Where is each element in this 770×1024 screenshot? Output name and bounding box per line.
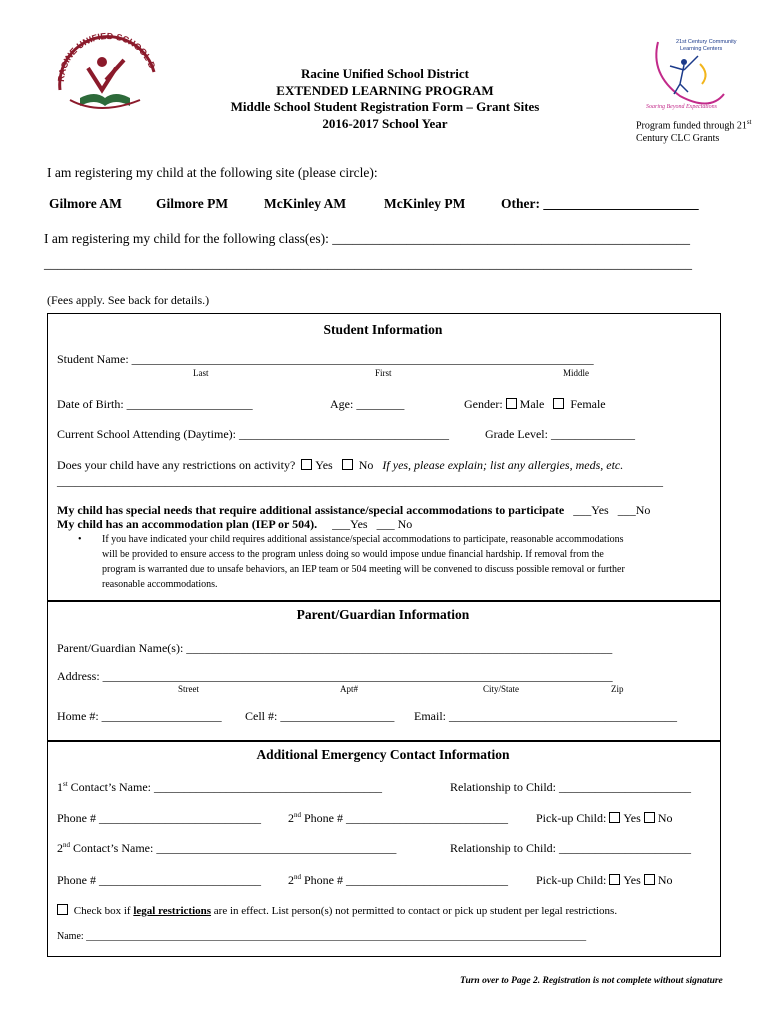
accommodation-bullet: [78, 532, 625, 592]
address-apt-label: Apt#: [340, 684, 358, 694]
class-prompt[interactable]: I am registering my child for the following class(es): _____________________________________________________: [44, 231, 691, 246]
pickup1-no-checkbox[interactable]: [644, 812, 655, 823]
title-line-2: EXTENDED LEARNING PROGRAM: [276, 82, 494, 98]
school-field[interactable]: Current School Attending (Daytime): ___________________________________: [57, 427, 449, 441]
cclc-logo-line-3: Soaring Beyond Expectations: [646, 104, 717, 110]
bullet-line-2: will be provided to ensure access to the program unless doing so would impose undue financial hardship. If removal from the: [102, 549, 604, 560]
restrictions-no-label: No: [358, 458, 374, 472]
restrictions-row: [57, 458, 623, 473]
restrictions-question: Does your child have any restrictions on activity?: [57, 458, 296, 472]
email-field[interactable]: Email: ______________________________________: [414, 709, 677, 723]
pickup1-row: [536, 811, 672, 826]
cclc-logo-line-2: Learning Centers: [680, 46, 723, 52]
title-line-1: Racine Unified School District: [301, 66, 469, 81]
phone2-field[interactable]: [288, 811, 508, 826]
contact2-num: 2: [57, 841, 63, 855]
contact2-phone2-num: 2: [288, 873, 294, 887]
restrictions-no-checkbox[interactable]: [342, 459, 353, 470]
special-needs-no[interactable]: ___No: [617, 503, 651, 517]
special-needs-text: My child has special needs that require additional assistance/special accommodations to participate: [57, 503, 565, 517]
cclc-logo: [640, 34, 737, 112]
phone2-num: 2: [288, 811, 294, 825]
funding-note-sup: st: [746, 118, 752, 126]
title-line-3: Middle School Student Registration Form – Grant Sites: [230, 99, 540, 114]
title-line-4: 2016-2017 School Year: [322, 115, 448, 131]
pickup1-yes-checkbox[interactable]: [609, 812, 620, 823]
pickup2-label: Pick-up Child:: [536, 873, 607, 887]
funding-note-line-1: Program funded through 21: [636, 120, 747, 132]
legal-name-field[interactable]: Name: ____________________________________________________________________________________________________: [57, 931, 587, 942]
address-street-label: Street: [178, 684, 199, 694]
gender-male-label: Male: [519, 397, 545, 411]
class-line-2[interactable]: ________________________________________________________________________________________________: [44, 256, 692, 271]
site-prompt: I am registering my child at the following site (please circle):: [47, 165, 378, 180]
accommodation-plan-no[interactable]: ___ No: [376, 517, 413, 531]
address-field[interactable]: Address: _____________________________________________________________________________________: [57, 669, 613, 683]
dob-field[interactable]: Date of Birth: _____________________: [57, 397, 253, 411]
grade-field[interactable]: Grade Level: ______________: [485, 427, 635, 441]
contact2-phone2-sup: nd: [294, 873, 301, 881]
fees-note: (Fees apply. See back for details.): [47, 293, 210, 307]
restrictions-line[interactable]: _____________________________________________________________________________________________________: [57, 474, 663, 488]
phone2-label: Phone # ___________________________: [304, 811, 508, 825]
site-option-mckinley-am[interactable]: McKinley AM: [264, 196, 347, 211]
accommodation-plan-text: My child has an accommodation plan (IEP or 504).: [57, 517, 318, 531]
pickup1-label: Pick-up Child:: [536, 811, 607, 825]
site-option-other[interactable]: Other: _______________________: [501, 196, 699, 211]
contact1-name-field[interactable]: [57, 780, 382, 795]
cclc-logo-line-1: 21st Century Community: [676, 39, 737, 45]
contact2-phone1-field[interactable]: Phone # ___________________________: [57, 873, 261, 887]
rusd-logo: [50, 20, 162, 120]
site-option-mckinley-pm[interactable]: McKinley PM: [384, 196, 466, 211]
relationship2-field[interactable]: Relationship to Child: ______________________: [450, 841, 692, 855]
pickup1-yes-label: Yes: [623, 811, 641, 825]
gender-female-label: Female: [570, 397, 606, 411]
gender-male-checkbox[interactable]: [506, 398, 517, 409]
svg-text:RACINE UNIFIED SCHOOL DISTRICT: [50, 20, 157, 82]
legal-post: are in effect. List person(s) not permitted to contact or pick up student per legal restrictions.: [213, 905, 618, 917]
parent-name-field[interactable]: Parent/Guardian Name(s): _______________________________________________________________________: [57, 641, 613, 655]
legal-restrictions-checkbox[interactable]: [57, 904, 68, 915]
student-name-middle-label: Middle: [563, 368, 589, 378]
contact2-name-field[interactable]: [57, 841, 396, 856]
home-phone-field[interactable]: Home #: ____________________: [57, 709, 222, 723]
bullet-icon: •: [78, 534, 82, 545]
accommodation-plan-row: [57, 517, 412, 532]
site-option-gilmore-am[interactable]: Gilmore AM: [49, 196, 122, 211]
pickup2-yes-label: Yes: [623, 873, 641, 887]
bullet-line-4: reasonable accommodations.: [102, 579, 218, 590]
rusd-logo-text: RACINE UNIFIED SCHOOL D: [55, 30, 158, 83]
address-city-label: City/State: [483, 684, 519, 694]
restrictions-yes-checkbox[interactable]: [301, 459, 312, 470]
emergency-heading: Additional Emergency Contact Information: [256, 747, 510, 762]
footer-note: Turn over to Page 2. Registration is not complete without signature: [460, 976, 723, 986]
legal-restrictions-row: [57, 904, 617, 917]
site-option-gilmore-pm[interactable]: Gilmore PM: [156, 196, 229, 211]
gender-female-checkbox[interactable]: [553, 398, 564, 409]
cell-phone-field[interactable]: Cell #: ___________________: [245, 709, 395, 723]
restrictions-explain: If yes, please explain; list any allergies, meds, etc.: [382, 458, 624, 472]
contact1-sup: st: [63, 780, 68, 788]
restrictions-yes-label: Yes: [315, 458, 333, 472]
student-info-heading: Student Information: [323, 322, 443, 337]
special-needs-row: [57, 503, 650, 518]
pickup2-yes-checkbox[interactable]: [609, 874, 620, 885]
bullet-line-1: If you have indicated your child requires additional assistance/special accommodations to participate, reasonable accommodations: [102, 534, 624, 545]
contact2-phone2-label: Phone # ___________________________: [304, 873, 508, 887]
pickup2-no-checkbox[interactable]: [644, 874, 655, 885]
funding-note-line-2: Century CLC Grants: [636, 132, 720, 144]
contact2-label: Contact’s Name: ________________________________________: [73, 841, 397, 855]
gender-field: [464, 397, 606, 412]
parent-info-heading: Parent/Guardian Information: [296, 607, 470, 622]
pickup1-no-label: No: [657, 811, 673, 825]
gender-label: Gender:: [464, 397, 503, 411]
bullet-line-3: program is warranted due to unsafe behaviors, an IEP team or 504 meeting will be convened to discuss possible removal or further: [102, 564, 625, 575]
phone1-field[interactable]: Phone # ___________________________: [57, 811, 261, 825]
student-name-last-label: Last: [193, 368, 209, 378]
special-needs-yes[interactable]: ___Yes: [573, 503, 609, 517]
age-field[interactable]: Age: ________: [330, 397, 405, 411]
student-name-field[interactable]: Student Name: _____________________________________________________________________________: [57, 352, 594, 366]
address-zip-label: Zip: [611, 684, 624, 694]
relationship1-field[interactable]: Relationship to Child: ______________________: [450, 780, 692, 794]
pickup2-no-label: No: [657, 873, 673, 887]
funding-note: [636, 116, 752, 145]
student-name-first-label: First: [375, 368, 392, 378]
contact1-num: 1: [57, 780, 63, 794]
contact2-sup: nd: [63, 841, 70, 849]
pickup2-row: [536, 873, 672, 888]
legal-pre: Check box if: [73, 905, 131, 917]
contact2-phone2-field[interactable]: [288, 873, 508, 888]
legal-restrictions-text: legal restrictions: [133, 905, 212, 917]
accommodation-plan-yes[interactable]: ___Yes: [332, 517, 368, 531]
phone2-sup: nd: [294, 811, 301, 819]
form-title: [200, 66, 570, 132]
contact1-label: Contact’s Name: ______________________________________: [70, 780, 382, 794]
